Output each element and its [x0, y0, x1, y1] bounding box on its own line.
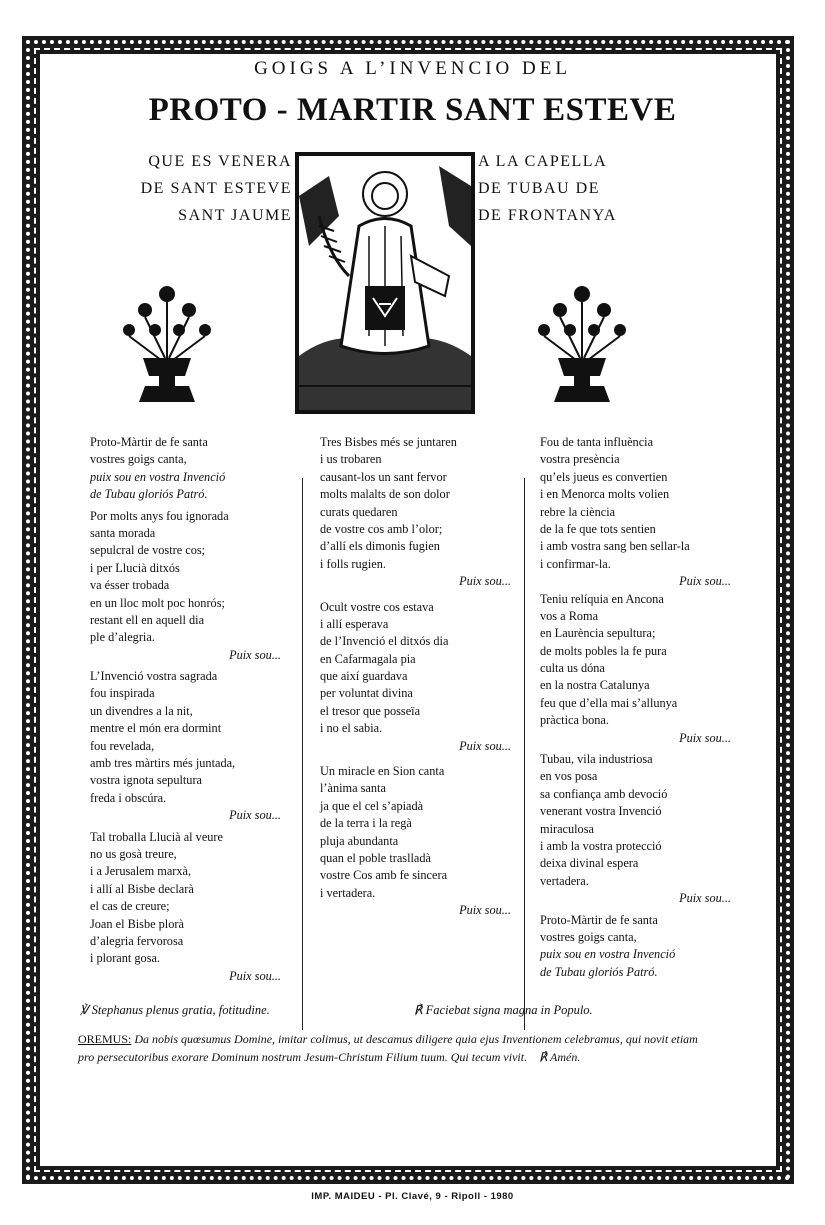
refrain-cue: Puix sou...	[679, 730, 731, 745]
verse-line: i folls rugien.	[320, 556, 386, 571]
verse-line: en vos posa	[540, 769, 598, 784]
verse-line: Teniu relíquia en Ancona	[540, 591, 664, 606]
verse-line: amb tres màrtirs més juntada,	[90, 756, 236, 771]
verse-line: en un lloc molt poc honrós;	[90, 595, 225, 610]
verse-line: puix sou en vostra Invenció	[90, 469, 226, 484]
verse-line: i allí esperava	[320, 616, 389, 631]
verse-line: curats quedaren	[320, 504, 398, 519]
verse-line: i vertadera.	[320, 885, 376, 900]
refrain-cue: Puix sou...	[459, 574, 511, 589]
verse-line: de Tubau gloriós Patró.	[540, 964, 658, 979]
verse-line: no us gosà treure,	[90, 846, 177, 861]
refrain-cue: Puix sou...	[679, 574, 731, 589]
verse-line: el tresor que posseïa	[320, 703, 421, 718]
subtitle-right-line: DE TUBAU DE	[478, 180, 600, 197]
verse-line: i amb vostra sang ben sellar-la	[540, 539, 690, 554]
verse-line: i plorant gosa.	[90, 951, 161, 966]
saint-woodcut-image	[295, 152, 475, 414]
verse-line: vertadera.	[540, 873, 589, 888]
verse-line: Fou de tanta influència	[540, 435, 654, 449]
verse-line: i amb la vostra protecció	[540, 838, 662, 853]
verse-line: l’ànima santa	[320, 781, 386, 796]
verse-column-3	[540, 434, 745, 981]
verse-line: puix sou en vostra Invenció	[540, 947, 676, 962]
verse-line: i per Llucià ditxós	[90, 560, 180, 575]
flower-vase-ornament-left	[115, 280, 219, 412]
verse-line: Tubau, vila industriosa	[540, 752, 653, 767]
verse-line: qu’els jueus es convertien	[540, 469, 668, 484]
verse-line: i us trobaren	[320, 452, 382, 467]
verse-line: d’alegria fervorosa	[90, 933, 184, 948]
refrain-cue: Puix sou...	[229, 968, 281, 983]
verse-line: Proto-Màrtir de fe santa	[90, 435, 208, 449]
column-divider	[302, 478, 303, 1030]
refrain-cue: Puix sou...	[229, 808, 281, 823]
verse-line: vostres goigs canta,	[90, 452, 187, 467]
verse-line: vostra ignota sepultura	[90, 773, 203, 788]
verse-line: ple d’alegria.	[90, 630, 155, 645]
verse-line: miraculosa	[540, 821, 594, 836]
flower-vase-ornament-right	[530, 280, 634, 412]
verse-line: Tres Bisbes més se juntaren	[320, 435, 457, 449]
verse-line: molts malalts de son dolor	[320, 487, 450, 502]
oremus-text: Da nobis quœsumus Domine, imitar colimus, ut descamus diligere quia ejus Inventionem celebramus, qui novit etiam pro persecutoribus exorare Dominum nostrum Jesum-Christum Filium tuum. Qui tecum vivit.	[78, 1032, 698, 1064]
verse-line: Proto-Màrtir de fe santa	[540, 912, 658, 927]
subtitle-left-line: DE SANT ESTEVE	[140, 180, 292, 197]
verse-line: de la fe que tots sentien	[540, 521, 656, 536]
verse-line: fou revelada,	[90, 738, 155, 753]
verse-line: en la nostra Catalunya	[540, 678, 650, 693]
subtitle-left-line: QUE ES VENERA	[148, 153, 292, 170]
verse-line: que així guardava	[320, 669, 408, 684]
verse-line: Ocult vostre cos estava	[320, 599, 434, 614]
verse-line: d’allí els dimonis fugien	[320, 539, 440, 554]
verse-line: el cas de creure;	[90, 899, 170, 914]
verse-line: de l’Invenció el ditxós dia	[320, 634, 449, 649]
antiphon-versicle: ℣ Stephanus plenus gratia, fotitudine.	[80, 1003, 270, 1017]
refrain-cue: Puix sou...	[459, 903, 511, 918]
verse-column-1	[90, 434, 295, 985]
column-divider	[524, 478, 525, 1030]
verse-line: de la terra i la regà	[320, 816, 412, 831]
verse-line: freda i obscúra.	[90, 790, 167, 805]
verse-line: i en Menorca molts volien	[540, 487, 670, 502]
verse-line: restant ell en aquell dia	[90, 612, 205, 627]
verse-line: culta us dóna	[540, 661, 605, 676]
verse-line: L’Invenció vostra sagrada	[90, 669, 218, 684]
verse-line: fou inspirada	[90, 686, 155, 701]
refrain-cue: Puix sou...	[679, 891, 731, 906]
subtitle-right	[478, 148, 698, 229]
verse-line: pluja abundanta	[320, 833, 399, 848]
verse-line: quan el poble traslladà	[320, 850, 431, 865]
printer-footer: IMP. MAIDEU - Pl. Clavé, 9 - Ripoll - 1980	[311, 1191, 514, 1202]
verse-line: Tal troballa Llucià al veure	[90, 829, 223, 844]
verse-line: de molts pobles la fe pura	[540, 643, 667, 658]
verse-line: Joan el Bisbe plorà	[90, 916, 184, 931]
verse-line: va ésser trobada	[90, 578, 170, 593]
verse-line: pràctica bona.	[540, 713, 609, 728]
verse-line: deixa divinal espera	[540, 856, 639, 871]
verse-line: en Cafarmagala pia	[320, 651, 416, 666]
verse-line: mentre el món era dormint	[90, 721, 222, 736]
subtitle-left-line: SANT JAUME	[178, 207, 292, 224]
subtitle-right-line: A LA CAPELLA	[478, 153, 608, 170]
verse-line: vostra presència	[540, 452, 620, 467]
antiphon-response: ℟ Faciebat signa magna in Populo.	[414, 1003, 593, 1017]
verse-line: vostres goigs canta,	[540, 929, 637, 944]
verse-line: i confirmar-la.	[540, 556, 611, 571]
refrain-cue: Puix sou...	[229, 647, 281, 662]
verse-line: vostre Cos amb fe sincera	[320, 868, 448, 883]
oremus-label: OREMUS:	[78, 1032, 132, 1046]
verse-line: en Laurència sepultura;	[540, 626, 656, 641]
verse-line: Por molts anys fou ignorada	[90, 508, 229, 523]
verse-line: ja que el cel s’apiadà	[320, 798, 424, 813]
verse-line: causant-los un sant fervor	[320, 469, 447, 484]
oremus-amen: ℟ Amén.	[539, 1050, 581, 1064]
verse-line: rebre la ciència	[540, 504, 616, 519]
title-small: GOIGS A L’INVENCIO DEL	[254, 58, 571, 79]
verse-line: de vostre cos amb l’olor;	[320, 521, 443, 536]
verse-line: feu que d’ella mai s’allunya	[540, 695, 678, 710]
subtitle-left	[90, 148, 292, 229]
subtitle-right-line: DE FRONTANYA	[478, 207, 617, 224]
verse-line: sa confiança amb devoció	[540, 786, 668, 801]
verse-line: venerant vostra Invenció	[540, 804, 662, 819]
verse-line: sepulcral de vostre cos;	[90, 543, 206, 558]
verse-line: Un miracle en Sion canta	[320, 764, 445, 779]
verse-line: santa morada	[90, 525, 156, 540]
title-main: PROTO - MARTIR SANT ESTEVE	[148, 92, 677, 128]
verse-line: i no el sabia.	[320, 721, 383, 736]
verse-line: i allí al Bisbe declarà	[90, 881, 194, 896]
verse-line: per voluntat divina	[320, 686, 413, 701]
oremus-prayer	[78, 1030, 698, 1066]
verse-line: i a Jerusalem marxà,	[90, 864, 192, 879]
refrain-cue: Puix sou...	[459, 738, 511, 753]
verse-column-2	[320, 434, 525, 920]
verse-line: vos a Roma	[540, 608, 599, 623]
verse-line: de Tubau gloriós Patró.	[90, 487, 208, 502]
verse-line: un divendres a la nit,	[90, 703, 193, 718]
